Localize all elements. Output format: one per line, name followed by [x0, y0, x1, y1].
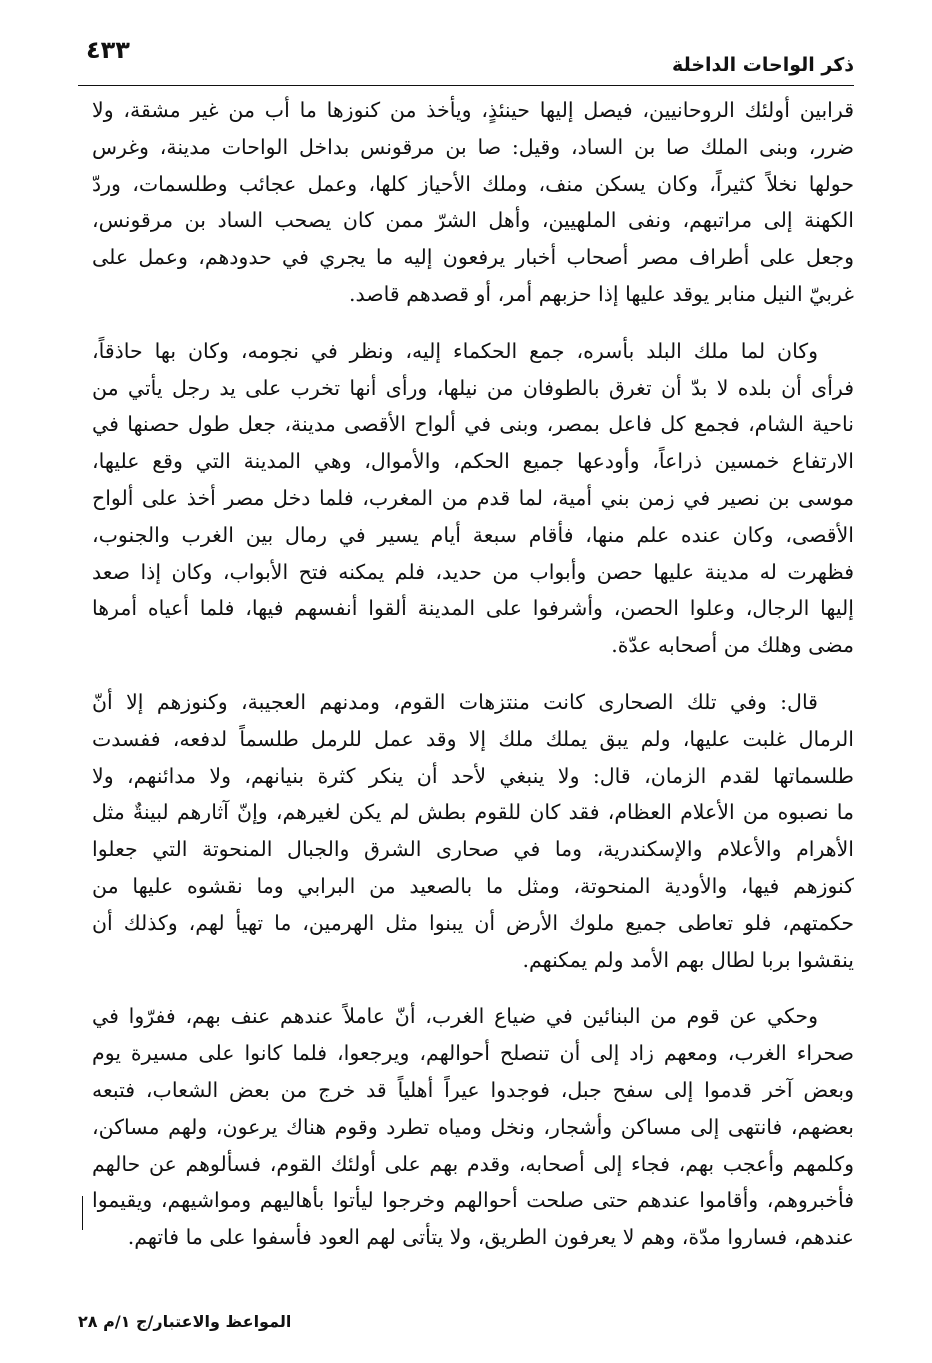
text-line: عندهم، فساروا مدّة، وهم لا يعرفون الطريق، ولا يتأتى لهم العود فأسفوا على ما فاتهم. [127, 1225, 854, 1250]
text-line: فأخبروهم، وأقاموا عندهم حتى صلحت أحوالهم وخرجوا ليأتوا بأهاليهم ومواشيهم، ويقيموا [92, 1188, 854, 1213]
paragraph-2 [92, 333, 854, 664]
text-line: وجعل على أطراف مصر أصحاب أخبار يرفعون إليه ما يجري في حدودهم، وعمل على [92, 245, 854, 270]
text-line: موسى بن نصير في زمن بني أمية، لما قدم من المغرب، فلما دخل مصر أخذ على ألواح [92, 485, 854, 510]
text-line: ناحية الشام، فجمع كل فاعل بمصر، وبنى في ألواح الأقصى مدينة، جعل طول حصنها في [92, 412, 854, 437]
text-line: الرمال غلبت عليها، ولم يبق يملك ملك إلا وقد عمل للرمل طلسماً لدفعه، ففسدت [92, 726, 854, 751]
text-line: ضرر، وبنى الملك صا بن الساد، وقيل: صا بن مرقونس بداخل الواحات مدينة، وغرس [92, 134, 854, 159]
text-line: طلسماتها لقدم الزمان، قال: ولا ينبغي لأحد أن ينكر كثرة بنيانهم، ولا مدائنهم، ولا [92, 763, 854, 788]
text-line: مضى وهلك من أصحابه عدّة. [611, 633, 854, 658]
text-line: كنوزهم فيها، والأودية المنحوتة، ومثل ما بالصعيد من البرابي وما نقشوه عليها من [92, 873, 854, 898]
paragraph-3 [92, 684, 854, 978]
header-rule [78, 85, 854, 86]
page-footer: المواعظ والاعتبار/ج ١/م ٢٨ [78, 1312, 292, 1331]
margin-mark [82, 1196, 83, 1230]
text-line: قال: وفي تلك الصحارى كانت منتزهات القوم، ومدنهم العجيبة، وكنوزهم إلا أنّ [92, 689, 818, 714]
paragraph-gap [92, 313, 854, 333]
text-line: فرأى أن بلده لا بدّ أن تغرق بالطوفان من نيلها، ورأى أنها تخرب على يد رجل يأتي من [92, 375, 854, 400]
text-line: وكلمهم وأعجب بهم، فجاء إلى أصحابه، وقدم بهم على أولئك القوم، فسألوهم عن حالهم [92, 1151, 854, 1176]
text-line: الأقصى، وكان عنده علم منها، فأقام سبعة أيام يسير في رمال بين الغرب والجنوب، [92, 522, 854, 547]
text-line: حولها نخلاً كثيراً، وكان يسكن منف، وملك الأحياز كلها، وعمل عجائب وطلسمات، وردّ [92, 171, 854, 196]
text-line: حكمتهم، فلو تعاطى جميع ملوك الأرض أن يبنوا مثل الهرمين، ما تهيأ لهم، وكذلك أن [92, 910, 854, 935]
paragraph-gap [92, 978, 854, 998]
text-line: صحراء الغرب، ومعهم زاد إلى أن تنصلح أحوالهم، ويرجعوا، فلما كانوا على مسيرة يوم [92, 1041, 854, 1066]
text-line: الأهرام والأعلام والإسكندرية، وما في صحارى الشرق والجبال المنحوتة التي جعلوا [92, 837, 854, 862]
text-line: ما نصبوه من الأعلام العظام، فقد كان للقوم بطش لم يكن لغيرهم، وإنّ آثارهم لبينةٌ مثل [92, 800, 854, 825]
text-line: وبعض آخر قدموا إلى سفح جبل، فوجدوا عيراً أهلياً قد خرج من بعض الشعاب، فتبعه [92, 1077, 854, 1102]
text-line: فظهرت له مدينة عليها حصن وأبواب من حديد، فلم يمكنه فتح الأبواب، وكان إذا صعد [92, 559, 854, 584]
text-line: ينقشوا بربا لطال بهم الأمد ولم يمكنهم. [522, 947, 854, 972]
paragraph-1 [92, 92, 854, 313]
text-line: وحكي عن قوم من البنائين في ضياع الغرب، أنّ عاملاً عندهم عنف بهم، ففرّوا في [92, 1004, 818, 1029]
running-title: ذكر الواحات الداخلة [672, 54, 854, 76]
page-header [78, 28, 854, 84]
text-line: الارتفاع خمسين ذراعاً، وأودعها جميع الحكم، والأموال، وهي المدينة التي وقع عليها، [92, 449, 854, 474]
text-line: إليها الرجال، وعلوا الحصن، وأشرفوا على المدينة ألقوا أنفسهم فيها، فلما أعياه أمرها [92, 596, 854, 621]
text-line: غربيّ النيل منابر يوقد عليها إذا حزبهم أمر، أو قصدهم قاصد. [348, 281, 854, 306]
paragraph-4 [92, 998, 854, 1256]
text-line: قرابين أولئك الروحانيين، فيصل إليها حينئذٍ، ويأخذ من كنوزها ما أب من غير مشقة، ولا [92, 98, 854, 122]
text-line: وكان لما ملك البلد بأسره، جمع الحكماء إليه، ونظر في نجومه، وكان بها حاذقاً، [92, 338, 818, 363]
text-line: الكهنة إلى مراتبهم، ونفى الملهيين، وأهل الشرّ ممن كان يصحب الساد بن مرقونس، [92, 208, 854, 233]
text-line: بعضهم، فانتهى إلى مساكن وأشجار، ونخل ومياه تطرد وقوم هناك يرعون، ولهم مساكن، [92, 1114, 854, 1139]
page-number: ٤٣٣ [86, 36, 130, 64]
paragraph-gap [92, 664, 854, 684]
body-text [92, 92, 854, 1256]
